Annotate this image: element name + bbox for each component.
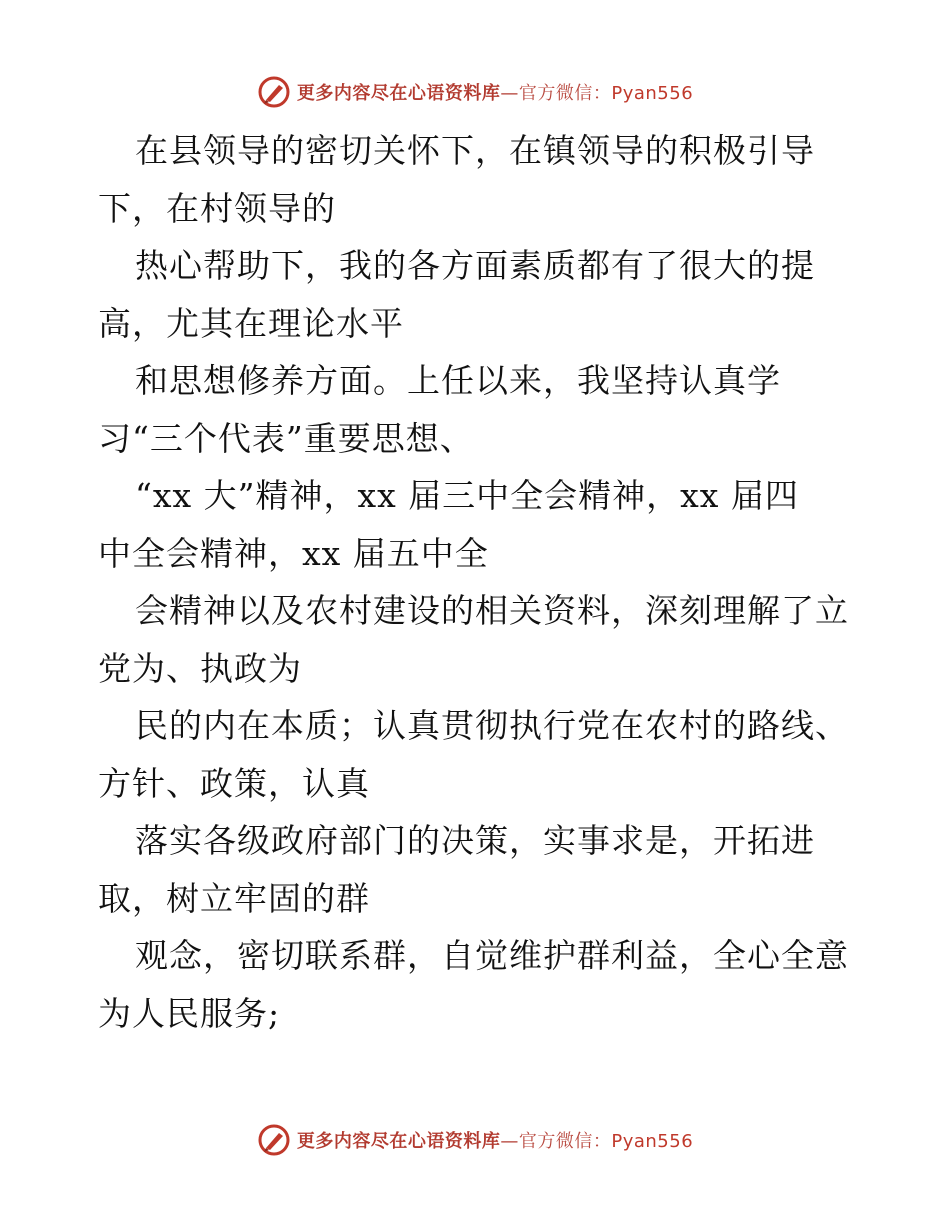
text-line: 会精神以及农村建设的相关资料，深刻理解了立 — [135, 591, 849, 630]
text-line: 民的内在本质；认真贯彻执行党在农村的路线、 — [135, 706, 849, 745]
text-line: 和思想修养方面。上任以来，我坚持认真学 — [135, 361, 781, 400]
text-line: 为人民服务; — [98, 993, 281, 1033]
text-line: 观念，密切联系群，自觉维护群利益，全心全意 — [135, 936, 849, 975]
text-line: 落实各级政府部门的决策，实事求是，开拓进 — [135, 821, 815, 860]
watermark-text — [297, 1127, 693, 1153]
watermark-wechat-label: 官方微信： — [518, 83, 612, 104]
text-line: 党为、执政为 — [98, 648, 302, 688]
text-line: 方针、政策，认真 — [98, 763, 370, 803]
watermark-wechat-label: 官方微信： — [518, 1131, 612, 1152]
text-line: “xx 大”精神，xx 届三中全会精神，xx 届四 — [135, 476, 799, 515]
text-line: 习“三个代表”重要思想、 — [98, 418, 474, 458]
text-line: 热心帮助下，我的各方面素质都有了很大的提 — [135, 246, 815, 285]
watermark-wechat-id: Pyan556 — [611, 1131, 694, 1152]
header-watermark — [0, 72, 950, 112]
text-line: 在县领导的密切关怀下，在镇领导的积极引导 — [135, 131, 815, 170]
watermark-site-name: 更多内容尽在心语资料库 — [296, 1131, 501, 1152]
pen-logo-icon — [257, 1123, 291, 1157]
watermark-text — [297, 79, 693, 105]
text-line: 高，尤其在理论水平 — [98, 303, 404, 343]
pen-logo-icon — [257, 75, 291, 109]
text-line: 取，树立牢固的群 — [98, 878, 370, 918]
watermark-wechat-id: Pyan556 — [611, 83, 694, 104]
watermark-dash: — — [500, 1131, 519, 1152]
watermark-dash: — — [500, 83, 519, 104]
text-line: 下，在村领导的 — [98, 188, 336, 228]
document-body — [98, 122, 868, 1042]
text-line: 中全会精神，xx 届五中全 — [98, 533, 489, 573]
footer-watermark — [0, 1120, 950, 1160]
watermark-site-name: 更多内容尽在心语资料库 — [296, 83, 501, 104]
